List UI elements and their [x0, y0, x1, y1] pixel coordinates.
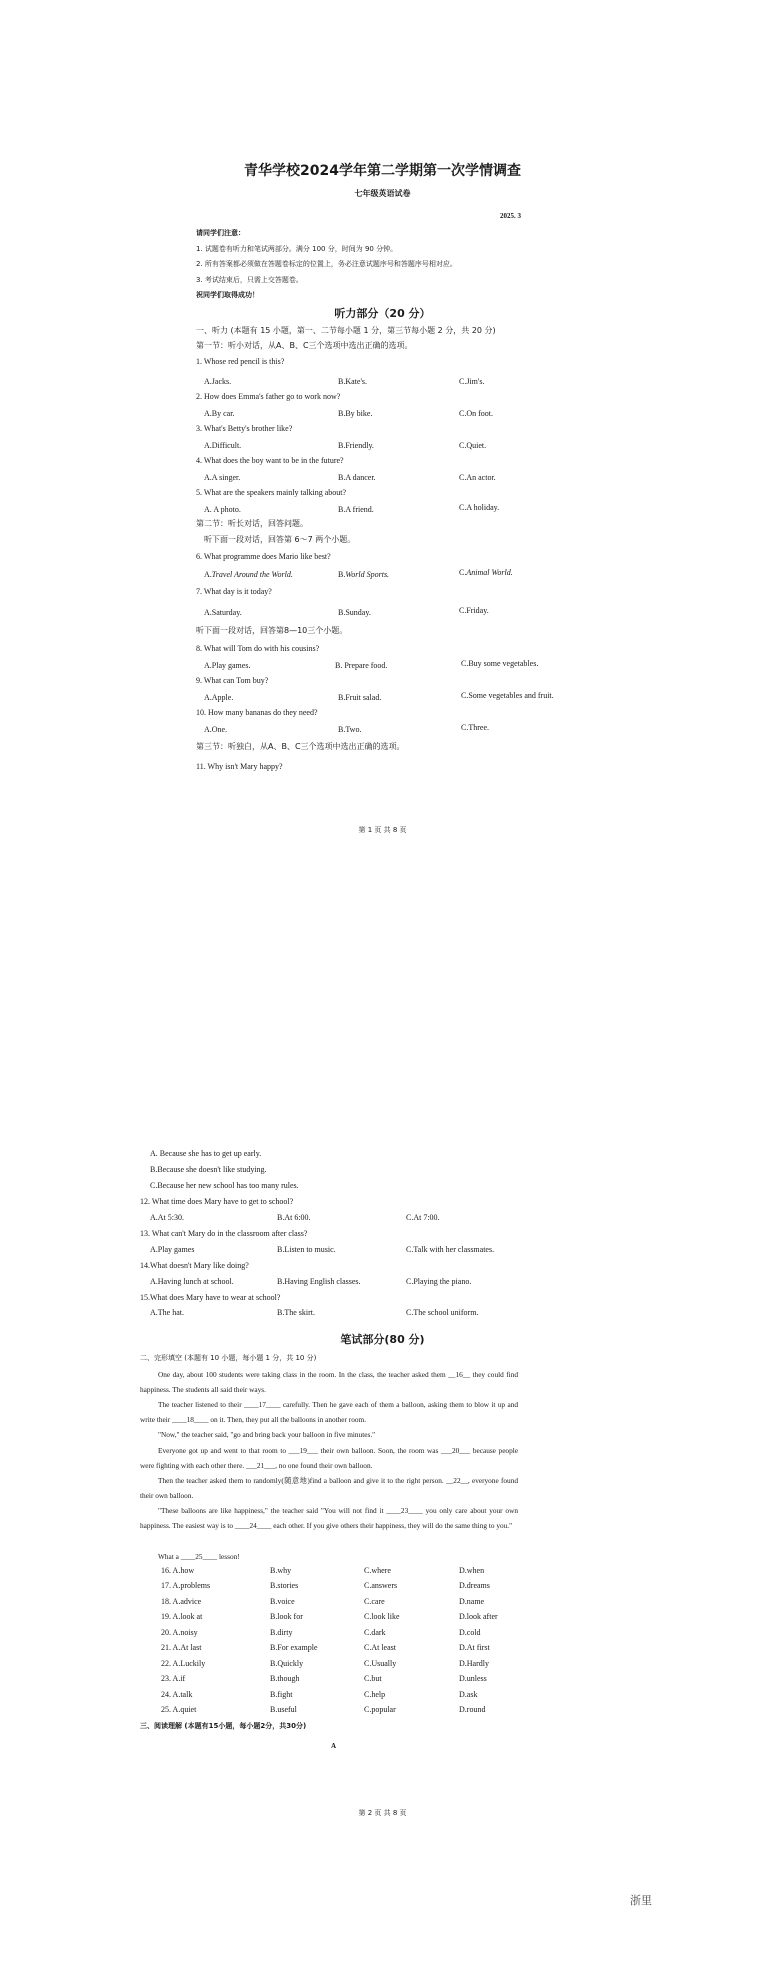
option-c: C.where	[364, 1566, 391, 1575]
cloze-paragraph-3: "Now," the teacher said, "go and bring back your balloon in five minutes."	[158, 1430, 376, 1439]
option-b: B. Prepare food.	[335, 661, 388, 670]
question-text: 2. How does Emma's father go to work now?	[196, 392, 341, 401]
option-a: A.Difficult.	[204, 441, 242, 450]
option-d: D.unless	[459, 1674, 487, 1683]
option-a: 19. A.look at	[161, 1612, 203, 1621]
option-d: D.look after	[459, 1612, 498, 1621]
option-b: B.At 6:00.	[277, 1213, 311, 1222]
notice-item-1: 1. 试题卷有听力和笔试两部分。满分 100 分，时间为 90 分钟。	[196, 245, 398, 253]
notice-item-3: 3. 考试结束后，只需上交答题卷。	[196, 276, 303, 284]
notice-item-2: 2. 所有答案都必须做在答题卷标定的位置上，务必注意试题序号和答题序号相对应。	[196, 260, 457, 268]
option-c: C.Talk with her classmates.	[406, 1245, 495, 1254]
question-text: 10. How many bananas do they need?	[196, 708, 318, 717]
cloze-paragraph-5: Then the teacher asked them to randomly(随意地)find a balloon and give it to the right person. __22__, everyone found their own balloon.	[140, 1476, 518, 1500]
option-c: C.Three.	[461, 723, 489, 732]
option-c: C.Playing the piano.	[406, 1277, 472, 1286]
option-b: B.Having English classes.	[277, 1277, 361, 1286]
option-c: C.dark	[364, 1628, 386, 1637]
listening-part2: 第二节：听长对话，回答问题。	[196, 519, 308, 528]
option-d: D.cold	[459, 1628, 481, 1637]
option-d: D.when	[459, 1566, 485, 1575]
question-11-text: 11. Why isn't Mary happy?	[196, 762, 283, 771]
page-1-footer: 第 1 页 共 8 页	[358, 826, 407, 834]
option-c: C.At least	[364, 1643, 396, 1652]
option-b: B.Kate's.	[338, 377, 367, 386]
option-a: A.Play games	[150, 1245, 195, 1254]
option-a: 18. A.advice	[161, 1597, 202, 1606]
option-d: D.name	[459, 1597, 485, 1606]
listening-part2-intro: 听下面一段对话，回答第 6～7 两个小题。	[204, 535, 356, 544]
option-b: B.A friend.	[338, 505, 374, 514]
option-c: C.Jim's.	[459, 377, 485, 386]
option-b: B.dirty	[270, 1628, 293, 1637]
reading-heading: 三、阅读理解 (本题有15小题，每小题2分，共30分)	[140, 1722, 307, 1730]
option-c: C.look like	[364, 1612, 400, 1621]
option-a: A.A singer.	[204, 473, 241, 482]
option-b: B.Quickly	[270, 1659, 304, 1668]
option-d: D.dreams	[459, 1581, 490, 1590]
question-text: 1. Whose red pencil is this?	[196, 357, 285, 366]
cloze-paragraph-6: "These balloons are like happiness," the teacher said "You will not find it ____23____ you only care about your own happiness. The easiest way is to ____24____ each other. If you give others their happiness, they will do the same thing to you."	[140, 1506, 518, 1530]
listening-title: 听力部分（20 分）	[334, 307, 431, 320]
option-b: B.voice	[270, 1597, 295, 1606]
option-c: C.Friday.	[459, 606, 489, 615]
q11-option-b: B.Because she doesn't like studying.	[150, 1165, 267, 1174]
question-text: 12. What time does Mary have to get to school?	[140, 1197, 294, 1206]
option-a: A.By car.	[204, 409, 235, 418]
question-text: 15.What does Mary have to wear at school?	[140, 1293, 281, 1302]
option-a: 16. A.how	[161, 1566, 195, 1575]
option-a: A.Apple.	[204, 693, 234, 702]
option-c: C.The school uniform.	[406, 1308, 479, 1317]
question-text: 7. What day is it today?	[196, 587, 272, 596]
option-a: 25. A.quiet	[161, 1705, 197, 1714]
listening-part3: 第三节：听独白，从A、B、C三个选项中选出正确的选项。	[196, 742, 405, 751]
cloze-paragraph-1: One day, about 100 students were taking class in the room. In the class, the teacher asked them __16__ they could find happiness. The students all said their ways.	[140, 1370, 518, 1394]
option-b: B.By bike.	[338, 409, 373, 418]
option-c: C.Quiet.	[459, 441, 487, 450]
listening-section-heading: 一、听力 (本题有 15 小题，第一、二节每小题 1 分，第三节每小题 2 分，共 20 分)	[196, 326, 496, 335]
option-d: D.Hardly	[459, 1659, 489, 1668]
question-text: 13. What can't Mary do in the classroom after class?	[140, 1229, 308, 1238]
option-b: B.why	[270, 1566, 292, 1575]
option-b: B.The skirt.	[277, 1308, 315, 1317]
cloze-paragraph-2: The teacher listened to their ____17____ carefully. Then he gave each of them a balloon, asking them to blow it up and write their ____18____ on it. Then, they put all the balloons in another room.	[140, 1400, 518, 1424]
question-text: 9. What can Tom buy?	[196, 676, 269, 685]
option-c: C.popular	[364, 1705, 396, 1714]
option-c: C.Buy some vegetables.	[461, 659, 539, 668]
cloze-heading: 二、完形填空 (本题有 10 小题，每小题 1 分，共 10 分)	[140, 1354, 317, 1362]
option-d: D.ask	[459, 1690, 478, 1699]
option-c: C.but	[364, 1674, 382, 1683]
option-c: C.answers	[364, 1581, 398, 1590]
q11-option-c: C.Because her new school has too many rules.	[150, 1181, 299, 1190]
option-a: 22. A.Luckily	[161, 1659, 206, 1668]
listening-part1: 第一节：听小对话，从A、B、C三个选项中选出正确的选项。	[196, 341, 413, 350]
option-b: B.Friendly.	[338, 441, 374, 450]
option-c: C.help	[364, 1690, 386, 1699]
page-2-footer: 第 2 页 共 8 页	[358, 1809, 407, 1817]
option-a: A.Travel Around the World.	[204, 570, 293, 579]
option-c: C.Usually	[364, 1659, 397, 1668]
option-c: C.On foot.	[459, 409, 493, 418]
q11-option-a: A. Because she has to get up early.	[150, 1149, 262, 1158]
option-b: B.look for	[270, 1612, 303, 1621]
reading-passage-label: A	[331, 1742, 337, 1750]
option-c: C.Some vegetables and fruit.	[461, 691, 554, 700]
option-b: B.though	[270, 1674, 300, 1683]
option-b: B.For example	[270, 1643, 318, 1652]
option-a: A.Play games.	[204, 661, 251, 670]
question-text: 14.What doesn't Mary like doing?	[140, 1261, 249, 1270]
cloze-paragraph-4: Everyone got up and went to that room to ___19___ their own balloon. Soon, the room was ___20___ because people were fighting with each other there. ___21___, no one found their own balloon.	[140, 1446, 518, 1470]
exam-subtitle: 七年级英语试卷	[354, 189, 411, 198]
option-a: A.The hat.	[150, 1308, 184, 1317]
option-b: B.World Sports.	[338, 570, 390, 579]
option-a: 23. A.if	[161, 1674, 186, 1683]
option-b: B.A dancer.	[338, 473, 376, 482]
option-b: B.useful	[270, 1705, 297, 1714]
option-a: A. A photo.	[204, 505, 241, 514]
corner-mark: 浙里	[630, 1894, 652, 1907]
option-a: A.Saturday.	[204, 608, 242, 617]
option-a: 21. A.At last	[161, 1643, 202, 1652]
exam-date: 2025. 3	[500, 212, 521, 220]
option-b: B.stories	[270, 1581, 299, 1590]
written-title: 笔试部分(80 分)	[340, 1333, 425, 1346]
option-b: B.Sunday.	[338, 608, 371, 617]
option-b: B.Fruit salad.	[338, 693, 382, 702]
question-text: 6. What programme does Mario like best?	[196, 552, 331, 561]
notice-wish: 祝同学们取得成功！	[196, 291, 259, 299]
option-a: A.At 5:30.	[150, 1213, 184, 1222]
question-text: 4. What does the boy want to be in the future?	[196, 456, 344, 465]
option-a: A.Having lunch at school.	[150, 1277, 234, 1286]
option-d: D.At first	[459, 1643, 490, 1652]
option-a: 20. A.noisy	[161, 1628, 198, 1637]
option-b: B.fight	[270, 1690, 293, 1699]
exam-title: 青华学校2024学年第二学期第一次学情调查	[244, 163, 521, 179]
option-b: B.Listen to music.	[277, 1245, 336, 1254]
option-a: A.One.	[204, 725, 228, 734]
option-a: A.Jacks.	[204, 377, 232, 386]
question-text: 5. What are the speakers mainly talking about?	[196, 488, 347, 497]
option-c: C.An actor.	[459, 473, 496, 482]
option-a: 17. A.problems	[161, 1581, 211, 1590]
option-a: 24. A.talk	[161, 1690, 193, 1699]
option-c: C.A holiday.	[459, 503, 500, 512]
option-c: C.Animal World.	[459, 568, 513, 577]
option-c: C.At 7:00.	[406, 1213, 440, 1222]
question-text: 8. What will Tom do with his cousins?	[196, 644, 320, 653]
cloze-paragraph-7: What a ____25____ lesson!	[158, 1552, 240, 1561]
question-text: 3. What's Betty's brother like?	[196, 424, 293, 433]
notice-heading: 请同学们注意：	[196, 229, 245, 237]
option-d: D.round	[459, 1705, 486, 1714]
option-c: C.care	[364, 1597, 385, 1606]
option-b: B.Two.	[338, 725, 362, 734]
listening-part2-intro-2: 听下面一段对话，回答第8—10三个小题。	[196, 626, 348, 635]
